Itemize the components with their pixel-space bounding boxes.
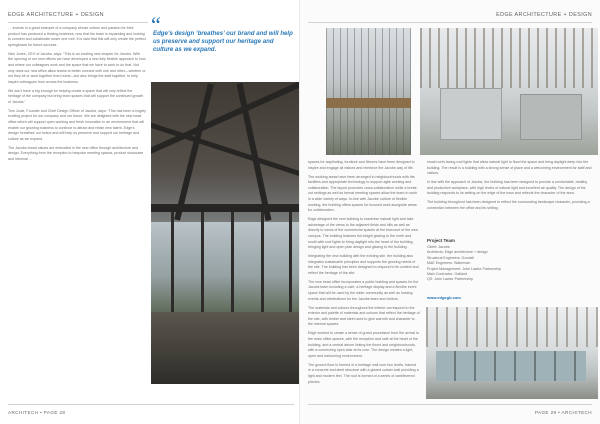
project-team-item: Main Contractor: Galliard bbox=[427, 272, 467, 277]
left-page-header: EDGE ARCHITECTURE + DESIGN bbox=[8, 12, 104, 18]
left-paragraph: We don’t have a big enough for helping create a space that will only reflect the heritage of the company but bring team spaces that will support the continued growth of Jacobs.” bbox=[8, 88, 144, 104]
left-paragraph: … invests in a great example of a company whose culture and passion for their product has produced a thriving business, now that the team is expanding and looking to connect and collaborate under one roof. It is said that this will only create the perfect springboard for future success. bbox=[8, 26, 146, 47]
project-team-item: Structural Engineers: Goodall bbox=[427, 255, 474, 260]
quote-mark-icon: “ bbox=[151, 12, 161, 37]
interior-timber-beams-photo bbox=[151, 82, 299, 384]
right-paragraph: Edge worked to create a sense of grand procession from the arrival to the main office spaces, with the reception and café at the heart of the building, and a central atrium linking the floors and neighbourhoods, with a connecting open stair at its core. The design creates a light, open and welcoming environment. bbox=[308, 331, 420, 358]
project-team-item: Architects: Edge architecture + design bbox=[427, 250, 488, 255]
right-paragraph: The ground floor is formed of a heritage wall over two levels, framed in a concrete and steel structure with a glazed curtain wall providing a light and modern feel. The roof is formed of a series of cantilevered pitches. bbox=[308, 362, 419, 384]
project-team-item: M&E Engineers: Waterman bbox=[427, 261, 471, 266]
project-team-item: Client: Jacobs bbox=[427, 245, 450, 249]
right-paragraph: The building throughout has been designed to reflect the surrounding landscape character, providing a connection between the office and its setting. bbox=[427, 200, 590, 210]
right-paragraph: In line with the approach of Jacobs, the building has been designed to provide a comfortable, healthy and productive workplace, with high levels of natural light and excellent air quality. The design of the building responds to its setting on the edge of the town and reflects the character of the area. bbox=[427, 180, 588, 196]
right-footer-rule bbox=[308, 404, 592, 405]
left-paragraph: Nick Jones, CEO of Jacobs, says: “This is an exciting new chapter for Jacobs. With the opening of our new offices we have developed a new fully flexible approach to how and where our colleagues work and the space that we have to work to do that. Not only does our new office allow teams to better connect with one and other—whether or not they sit or work together from home—but also brings the staff together, to help inspire colleagues from across the business. bbox=[8, 51, 146, 84]
right-paragraph: The materials and colours throughout the interior correspond to the exterior and palette of materials and colours that reflect the heritage of the site, with timber and steel used to give warmth and character to the internal spaces. bbox=[308, 305, 420, 327]
right-page-header: EDGE ARCHITECTURE + DESIGN bbox=[496, 12, 592, 18]
project-team-list bbox=[427, 245, 501, 283]
website-link[interactable]: www.edgegb.com bbox=[427, 295, 461, 300]
right-paragraph: The working areas have been arranged in neighbourhoods with the facilities and appropriate technology to support agile working and collaboration. The layout promotes cross-collaboration while a break-out settings as well as formal meeting spaces allow the team to work in a wide variety of ways. In-line with Jacobs' culture of flexible working, the building offers spaces for focused work alongside areas for collaboration. bbox=[308, 174, 418, 213]
right-paragraph: Edge designed the new building to maximise natural light and take advantage of the views to the adjacent fields and hills as well as directly to views of the commercial spaces at the forecourt of the new campus. The building features full-height glazing to the north and south with roof lights to bring daylight into the heart of the building, bringing light and open plan design and glazing to the building. bbox=[308, 217, 418, 250]
left-footer-rule bbox=[8, 404, 294, 405]
project-team-item: Project Management: John Lawlor Partnership bbox=[427, 266, 501, 271]
project-team-item: QS: John Lawlor Partnership bbox=[427, 277, 473, 282]
right-header-rule bbox=[308, 22, 592, 23]
left-page-footer: ARCHITECH • PAGE 28 bbox=[8, 410, 66, 415]
right-paragraph: spaces for wayfinding, furniture and fixtures have been designed to inspire and engage all visitors and reinforce the Jacobs way of life. bbox=[308, 160, 415, 170]
right-paragraph: small north-facing roof lights that allow natural light to flood the space and bring daylight deep into the building. The result is a building with a strong sense of place and a welcoming environment for staff and visitors. bbox=[427, 160, 592, 176]
left-header-rule bbox=[8, 22, 148, 23]
left-body-column bbox=[8, 26, 146, 391]
left-paragraph: Tom Joule, Founder and Chief Design Officer of Jacobs, says: “This has been a hugely exciting project for our company and our future. We are delighted with the new head office which will support open working and fresh innovation in an environment that will enable our growing business to continue to attract and retain new talent. Edge’s design ‘breathes’ our brand and will help us preserve and support our heritage and culture as we expand. bbox=[8, 108, 146, 141]
right-body-column-2 bbox=[427, 160, 593, 235]
atrium-ribs-photo bbox=[326, 28, 411, 155]
right-paragraph: The new head office incorporates a public building and spaces for the Jacobs team including a café, a heritage display and a flexible event space that will be used by the wider community as well as hosting events and celebrations for the Jacobs team and visitors. bbox=[308, 279, 419, 301]
right-page-footer: PAGE 29 • ARCHITECH bbox=[534, 410, 592, 415]
pull-quote: Edge’s design ‘breathes’ our brand and will help us preserve and support our heritage and culture as we expand. bbox=[153, 30, 293, 54]
office-atrium-photo bbox=[420, 28, 598, 155]
office-interior-photo bbox=[426, 307, 598, 399]
project-team-title: Project Team bbox=[427, 238, 455, 243]
right-body-column-1 bbox=[308, 160, 420, 395]
right-paragraph: Integrating the new building with the existing site, the building also integrates sustainable principles and supports the growing needs of the site. The building has been designed to respond to its context and reflect the heritage of the site. bbox=[308, 254, 419, 275]
left-paragraph: The Jacobs brand values are embodied in the new office through architecture and design. Everything from the reception to bespoke meeting spaces, product showcase and informal … bbox=[8, 145, 144, 162]
